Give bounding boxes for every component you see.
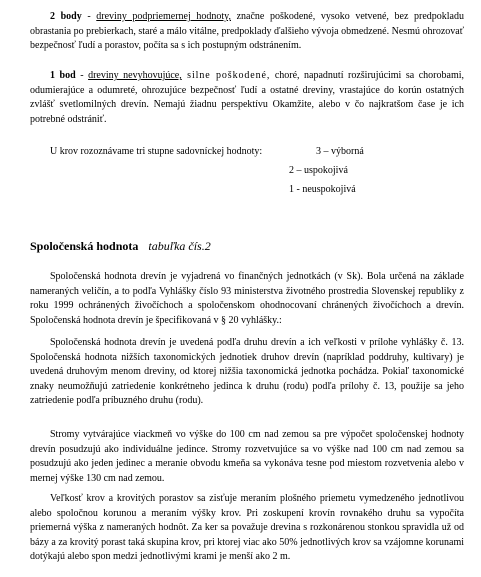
- point-2-paragraph: [30, 10, 464, 54]
- body-paragraph-1: Spoločenská hodnota drevín je vyjadrená vo finančných jednotkách (v Sk). Bola určená na základe nameraných veličín, a to podľa Vyhlášky číslo 93 ministerstva životného prostredia Slovenskej republiky z roku 1999 ochránených živočíchoch a spoločenskom ohodnocovaní chránených živočíchoch a drevín. Spoločenská hodnota drevín je špecifikovaná v § 20 vyhlášky.:: [30, 271, 464, 326]
- body-paragraph-4: Veľkosť krov a krovitých porastov sa zisťuje meraním plošného priemetu vymedzeného jednotlivou alebo spoločnou korunou a meraním výšky krov. Pri zoskupení krovín rovnakého druhu sa vypočíta priemerná výška z nameraných hodnôt. Za ker sa považuje drevina s rozkonárenou stonkou spravidla už od bázy a za krovitý porast taká skupina krov, pri ktorej viac ako 50% jednotlivých krov sa vzájomne korunami dotýkajú alebo spon medzi jednotlivými krami je menší ako 2 m.: [30, 493, 464, 563]
- rating-level-1: 1 - neuspokojivá: [289, 184, 356, 195]
- point-1-text-spaced: silne poškodené,: [181, 70, 271, 81]
- point-2-text: značne poškodené, vysoko vetvené, bez predpokladu obrastania po prebierkach, staré a málo vitálne, predpoklady ďalšieho vývoja obmedzené. Nesmú ohrozovať bezpečnosť ľudí a porastov, počíta sa s ich postupným odstránením.: [30, 11, 464, 52]
- rating-level-3: 3 – výborná: [316, 146, 364, 157]
- rating-intro: U krov rozoznávame tri stupne sadovníckej hodnoty:: [50, 146, 263, 157]
- section-title: Spoločenská hodnota: [30, 239, 139, 253]
- point-1-text: choré, napadnutí rozširujúcimi sa chorobami, odumierajúce a odumreté, ohrozujúce bezpečnosť ľudí a ostatné dreviny, vrastajúce do korún ostatných zvlášť svetlomilných drevín. Nemajú žiadnu perspektívu Okamžite, alebo v čo najkratšom čase je ich potrebné odstrániť.: [30, 70, 464, 125]
- point-1-separator: -: [75, 70, 89, 81]
- point-1-paragraph: [30, 69, 464, 127]
- section-subtitle: tabuľka čís.2: [148, 239, 211, 253]
- point-2-label: 2 body: [50, 11, 82, 22]
- point-1-term: dreviny nevyhovujúce,: [88, 70, 182, 81]
- rating-level-2: 2 – uspokojivá: [289, 165, 348, 176]
- point-2-separator: -: [81, 11, 97, 22]
- point-2-term: dreviny podpriemernej hodnoty,: [96, 11, 231, 22]
- section-heading: [30, 238, 211, 254]
- body-paragraph-3: Stromy vytvárajúce viackmeň vo výške do 100 cm nad zemou sa pre výpočet spoločenskej hodnoty drevín posudzujú ako individuálne jedince. Stromy rozvetvujúce sa vo výške nad 100 cm nad zemou sa posudzujú ako jeden jedinec a meranie obvodu kmeňa sa vykonáva tesne pod miestom rozvetvenia alebo v mernej výške 130 cm nad zemou.: [30, 429, 464, 484]
- body-paragraph-2: Spoločenská hodnota drevín je uvedená podľa druhu drevín a ich veľkosti v prílohe vyhlášky č. 13. Spoločenská hodnota nižších taxonomických jednotiek druhov drevín (napríklad poddruhy, kultivary) je uvedená druhovým menom dreviny, od ktorej nižšia taxonomická jednotka pochádza. Pokiaľ taxonomické znaky neumožňujú zatriedenie konkrétneho jedinca k druhu (rodu) podľa prílohy č. 13, použije sa jeho zatriedenie podľa príbuzného druhu (rodu).: [30, 337, 464, 407]
- point-1-label: 1 bod: [50, 70, 76, 81]
